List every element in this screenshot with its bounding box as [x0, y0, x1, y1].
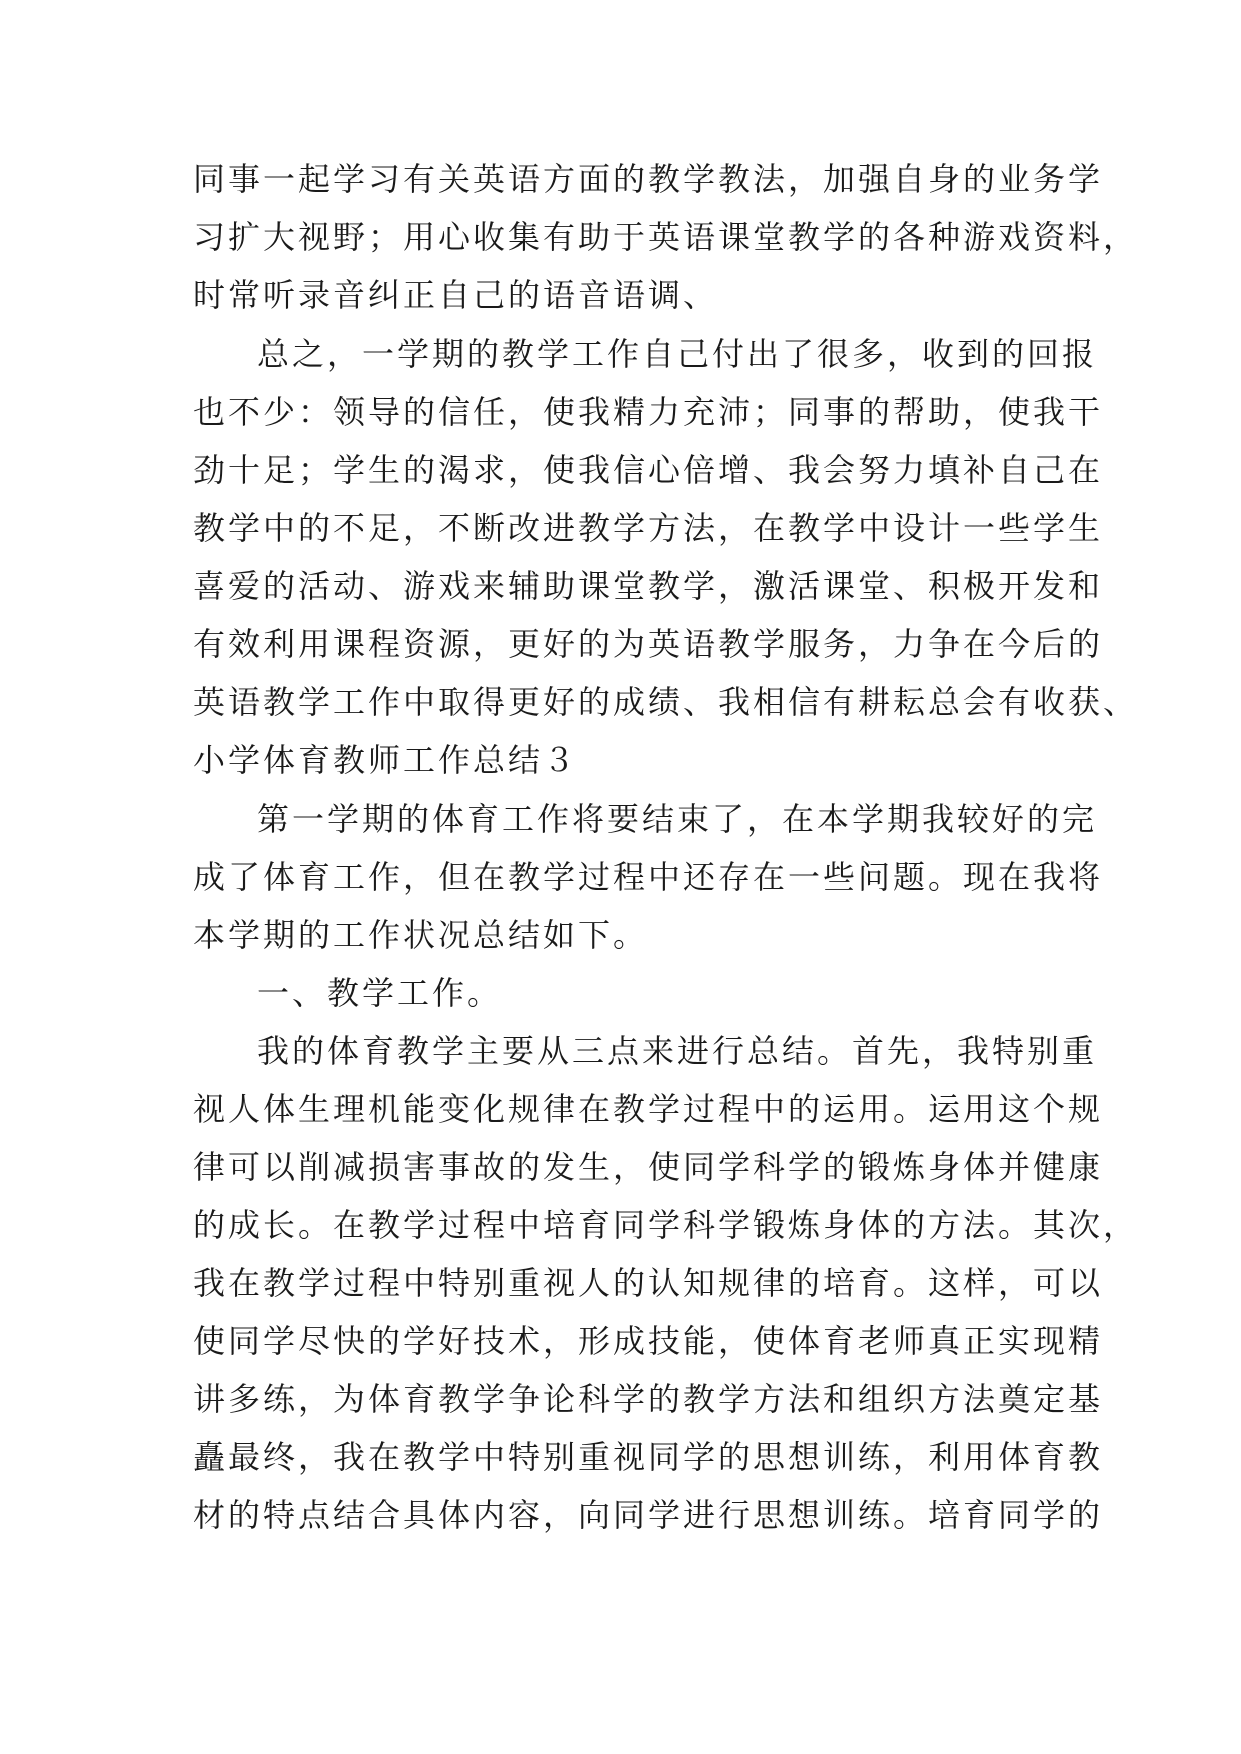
paragraph-start: 我的体育教学主要从三点来进行总结。首先，我特别重 [257, 1032, 1098, 1070]
text-line: 习扩大视野；用心收集有助于英语课堂教学的各种游戏资料， [193, 218, 1139, 256]
text-line: 劲十足；学生的渴求，使我信心倍增、我会努力填补自己在 [193, 451, 1104, 489]
text-line: 使同学尽快的学好技术，形成技能，使体育老师真正实现精 [193, 1322, 1104, 1360]
text-line: 材的特点结合具体内容，向同学进行思想训练。培育同学的 [193, 1496, 1104, 1534]
text-line: 本学期的工作状况总结如下。 [193, 916, 649, 954]
text-line: 喜爱的活动、游戏来辅助课堂教学，激活课堂、积极开发和 [193, 567, 1104, 605]
section-heading: 一、教学工作。 [257, 974, 503, 1012]
paragraph-start: 第一学期的体育工作将要结束了，在本学期我较好的完 [257, 800, 1098, 838]
text-line: 成了体育工作，但在教学过程中还存在一些问题。现在我将 [193, 858, 1104, 896]
text-line: 教学中的不足，不断改进教学方法，在教学中设计一些学生 [193, 509, 1104, 547]
text-line: 时常听录音纠正自己的语音语调、 [193, 276, 719, 314]
text-line: 有效利用课程资源，更好的为英语教学服务，力争在今后的 [193, 625, 1104, 663]
text-line: 也不少：领导的信任，使我精力充沛；同事的帮助，使我干 [193, 393, 1104, 431]
text-line: 英语教学工作中取得更好的成绩、我相信有耕耘总会有收获、 [193, 683, 1139, 721]
text-line: 视人体生理机能变化规律在教学过程中的运用。运用这个规 [193, 1090, 1104, 1128]
paragraph-start: 总之，一学期的教学工作自己付出了很多，收到的回报 [257, 335, 1098, 373]
text-line: 讲多练，为体育教学争论科学的教学方法和组织方法奠定基 [193, 1380, 1104, 1418]
text-line: 同事一起学习有关英语方面的教学教法，加强自身的业务学 [193, 160, 1104, 198]
text-line: 的成长。在教学过程中培育同学科学锻炼身体的方法。其次， [193, 1206, 1139, 1244]
section-title: 小学体育教师工作总结３ [193, 741, 579, 779]
text-line: 律可以削减损害事故的发生，使同学科学的锻炼身体并健康 [193, 1148, 1104, 1186]
text-line: 矗最终，我在教学中特别重视同学的思想训练，利用体育教 [193, 1438, 1104, 1476]
text-line: 我在教学过程中特别重视人的认知规律的培育。这样，可以 [193, 1264, 1104, 1302]
